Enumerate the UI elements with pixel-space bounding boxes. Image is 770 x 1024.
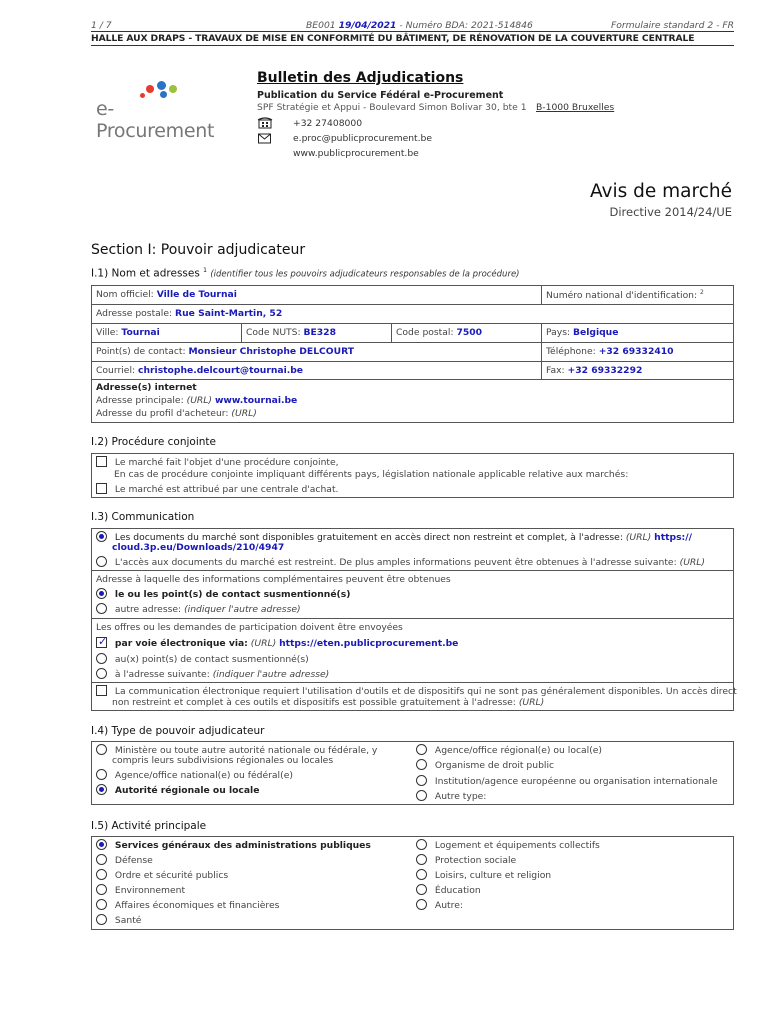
publication-date: 19/04/2021 [338, 20, 397, 31]
heading-i4: I.4) Type de pouvoir adjudicateur [91, 725, 265, 737]
postcode-value: 7500 [456, 327, 483, 338]
activity-general-option [96, 839, 371, 851]
activity-other-radio[interactable] [416, 899, 427, 910]
authority-ministry-label-2: compris leurs subdivisions régionales ou locales [112, 755, 334, 766]
postcode-cell [392, 324, 542, 343]
offers-contact-radio[interactable] [96, 653, 107, 664]
heading-i1-note: (identifier tous les pouvoirs adjudicateurs responsables de la procédure) [210, 269, 520, 280]
authority-ministry-label: Ministère ou toute autre autorité nationale ou fédérale, y [114, 745, 378, 756]
activity-leisure-radio[interactable] [416, 869, 427, 880]
authority-eu-label: Institution/agence européenne ou organisation internationale [434, 776, 718, 787]
authority-national-agency-option [96, 769, 293, 781]
names-addresses-table [91, 285, 734, 423]
offers-electronic-checkbox[interactable] [96, 637, 107, 648]
buyer-profile-url-tag: (URL) [231, 408, 257, 419]
contact-cell [92, 343, 542, 362]
tools-label-line1: La communication électronique requiert l'utilisation d'outils et de dispositifs qui ne sont pas généralement disponibles. Un accès direct [114, 686, 737, 697]
offers-address-note: (indiquer l'autre adresse) [212, 669, 330, 680]
activity-education-option [416, 884, 481, 896]
offers-electronic-option [96, 637, 458, 649]
authority-other-radio[interactable] [416, 790, 427, 801]
activity-environment-radio[interactable] [96, 884, 107, 895]
footnote-ref: 2 [700, 289, 704, 296]
divider [92, 570, 733, 571]
heading-i5: I.5) Activité principale [91, 820, 207, 832]
offers-label: Les offres ou les demandes de participation doivent être envoyées [96, 622, 403, 633]
activity-other-label: Autre: [434, 900, 463, 911]
authority-regional-option [96, 784, 259, 796]
joint-procedure-label: Le marché fait l'objet d'une procédure conjointe, [114, 457, 339, 468]
country-value: Belgique [573, 327, 619, 338]
doc-free-label: Les documents du marché sont disponibles gratuitement en accès direct non restreint et complet, à l'adresse: [114, 532, 623, 543]
city-cell [92, 324, 242, 343]
bulletin-email-row [257, 131, 432, 145]
authority-national-agency-label: Agence/office national(e) ou fédéral(e) [114, 770, 293, 781]
nuts-value: BE328 [303, 327, 336, 338]
activity-order-radio[interactable] [96, 869, 107, 880]
authority-ministry-radio[interactable] [96, 744, 107, 755]
authority-regional-agency-label: Agence/office régional(e) ou local(e) [434, 745, 603, 756]
central-purchasing-checkbox[interactable] [96, 483, 107, 494]
info-other-label: autre adresse: [114, 604, 182, 615]
authority-other-option [416, 790, 486, 802]
activity-leisure-option [416, 869, 551, 881]
e-procurement-logo [96, 80, 224, 142]
authority-national-agency-radio[interactable] [96, 769, 107, 780]
country-label: Pays: [546, 327, 571, 338]
section-title: Section I: Pouvoir adjudicateur [91, 242, 306, 258]
info-address-label: Adresse à laquelle des informations complémentaires peuvent être obtenues [96, 574, 451, 585]
main-address-row [96, 395, 297, 406]
postal-address-label: Adresse postale: [96, 308, 173, 319]
tools-label-line2: non restreint et complet à ces outils et dispositifs est possible gratuitement à l'adresse: [112, 697, 516, 708]
info-contact-label: le ou les point(s) de contact susmentionné(s) [114, 589, 351, 600]
authority-eu-option [416, 775, 718, 787]
form-type: Formulaire standard 2 - FR [610, 20, 734, 31]
offers-contact-option [96, 653, 309, 665]
activity-general-radio[interactable] [96, 839, 107, 850]
footnote-ref: 1 [203, 267, 207, 274]
buyer-profile-row [96, 408, 257, 419]
bulletin-web[interactable]: www.publicprocurement.be [293, 147, 419, 159]
activity-order-option [96, 869, 228, 881]
country-cell [542, 324, 733, 343]
url-tag: (URL) [625, 532, 652, 543]
buyer-profile-label: Adresse du profil d'acheteur: [96, 408, 229, 419]
official-name-value: Ville de Tournai [156, 289, 237, 300]
bulletin-phone-row [257, 116, 362, 130]
national-id-cell [542, 286, 733, 305]
joint-procedure-box [91, 453, 734, 498]
offers-address-option [96, 668, 329, 680]
authority-eu-radio[interactable] [416, 775, 427, 786]
city-label: Ville: [96, 327, 119, 338]
heading-i3: I.3) Communication [91, 511, 195, 523]
main-address-link[interactable]: www.tournai.be [214, 395, 298, 406]
fax-cell [542, 362, 733, 380]
header-rule-top [91, 31, 734, 32]
joint-procedure-option [96, 456, 339, 468]
notice-reference [306, 20, 533, 31]
header-rule-bottom [91, 45, 734, 46]
fax-label: Fax: [546, 365, 565, 376]
doc-restricted-option [96, 556, 705, 568]
offers-url-link[interactable]: https://eten.publicprocurement.be [279, 638, 459, 649]
activity-housing-radio[interactable] [416, 839, 427, 850]
url-tag: (URL) [186, 395, 213, 406]
postal-address-value: Rue Saint-Martin, 52 [175, 308, 283, 319]
logo-text: e-Procurement [96, 98, 215, 142]
phone-value: +32 69332410 [598, 346, 674, 357]
divider [92, 682, 733, 683]
bulletin-web-row [293, 146, 419, 160]
notice-subject: HALLE AUX DRAPS - TRAVAUX DE MISE EN CONFORMITÉ DU BÂTIMENT, DE RÉNOVATION DE LA COUVERTURE CENTRALE [91, 33, 695, 44]
activity-defense-option [96, 854, 153, 866]
url-tag: (URL) [679, 557, 706, 568]
main-address-label: Adresse principale: [96, 395, 184, 406]
postal-address-cell [92, 305, 733, 324]
heading-i1 [91, 267, 520, 280]
doc-free-radio[interactable] [96, 531, 107, 542]
activity-economic-radio[interactable] [96, 899, 107, 910]
url-tag: (URL) [250, 638, 277, 649]
activity-economic-label: Affaires économiques et financières [114, 900, 280, 911]
activity-other-option [416, 899, 463, 911]
doc-url-part1[interactable]: https:// [654, 532, 692, 543]
activity-social-label: Protection sociale [434, 855, 517, 866]
activity-education-label: Éducation [434, 885, 481, 896]
info-other-option [96, 603, 301, 615]
doc-url-line2 [112, 542, 284, 553]
info-other-note: (indiquer l'autre adresse) [184, 604, 301, 615]
email-label: Courriel: [96, 365, 136, 376]
activity-environment-option [96, 884, 185, 896]
bda-number: - Numéro BDA: 2021-514846 [399, 20, 533, 31]
authority-other-label: Autre type: [434, 791, 487, 802]
internet-label-row [96, 382, 197, 393]
tools-option [96, 685, 737, 697]
email-value[interactable]: christophe.delcourt@tournai.be [138, 365, 304, 376]
bulletin-city[interactable]: B-1000 Bruxelles [536, 102, 615, 113]
authority-regional-agency-radio[interactable] [416, 744, 427, 755]
official-name-cell [92, 286, 542, 305]
offers-address-radio[interactable] [96, 668, 107, 679]
nuts-cell [242, 324, 392, 343]
bulletin-subtitle: Publication du Service Fédéral e-Procurement [257, 90, 504, 101]
authority-regional-label: Autorité régionale ou locale [114, 785, 260, 796]
email-cell [92, 362, 542, 380]
page-number: 1 / 7 [91, 20, 112, 31]
authority-public-law-radio[interactable] [416, 759, 427, 770]
contact-value: Monsieur Christophe DELCOURT [188, 346, 354, 357]
activity-education-radio[interactable] [416, 884, 427, 895]
contact-label: Point(s) de contact: [96, 346, 186, 357]
bulletin-address: SPF Stratégie et Appui - Boulevard Simon Bolivar 30, bte 1 [257, 102, 527, 113]
offers-electronic-label: par voie électronique via: [114, 638, 248, 649]
activity-housing-option [416, 839, 600, 851]
heading-i1-text: I.1) Nom et adresses [91, 267, 200, 280]
doc-restricted-radio[interactable] [96, 556, 107, 567]
doc-url-part2[interactable]: cloud.3p.eu/Downloads/210/4947 [112, 542, 285, 553]
main-activity-box [91, 836, 734, 930]
activity-leisure-label: Loisirs, culture et religion [434, 870, 552, 881]
activity-general-label: Services généraux des administrations publiques [114, 840, 371, 851]
phone-icon [257, 117, 277, 129]
phone-label: Téléphone: [546, 346, 596, 357]
tools-checkbox[interactable] [96, 685, 107, 696]
joint-procedure-detail: En cas de procédure conjointe impliquant différents pays, législation nationale applicable relative aux marchés: [114, 469, 629, 480]
authority-public-law-option [416, 759, 554, 771]
nuts-label: Code NUTS: [246, 327, 301, 338]
offers-contact-label: au(x) point(s) de contact susmentionné(s) [114, 654, 309, 665]
notice-directive: Directive 2014/24/UE [609, 205, 732, 219]
central-purchasing-option [96, 483, 338, 495]
bulletin-phone: +32 27408000 [293, 117, 363, 129]
activity-environment-label: Environnement [114, 885, 186, 896]
internet-label: Adresse(s) internet [96, 382, 197, 393]
official-name-label: Nom officiel: [96, 289, 154, 300]
envelope-icon [257, 132, 277, 144]
authority-regional-radio[interactable] [96, 784, 107, 795]
doc-restricted-label: L'accès aux documents du marché est restreint. De plus amples informations peuvent être obtenues à l'adresse suivante: [114, 557, 677, 568]
postcode-label: Code postal: [396, 327, 454, 338]
authority-public-law-label: Organisme de droit public [434, 760, 555, 771]
activity-social-radio[interactable] [416, 854, 427, 865]
activity-defense-radio[interactable] [96, 854, 107, 865]
info-contact-option [96, 588, 350, 600]
activity-defense-label: Défense [114, 855, 153, 866]
central-purchasing-label: Le marché est attribué par une centrale d'achat. [114, 484, 339, 495]
tools-line2 [112, 697, 544, 708]
bulletin-title: Bulletin des Adjudications [257, 70, 464, 86]
activity-health-option [96, 914, 141, 926]
bulletin-email[interactable]: e.proc@publicprocurement.be [293, 132, 433, 144]
fax-value: +32 69332292 [567, 365, 643, 376]
activity-order-label: Ordre et sécurité publics [114, 870, 229, 881]
activity-health-radio[interactable] [96, 914, 107, 925]
info-other-radio[interactable] [96, 603, 107, 614]
activity-economic-option [96, 899, 279, 911]
doc-code: BE001 [306, 20, 336, 31]
offers-address-label: à l'adresse suivante: [114, 669, 210, 680]
national-id-label: Numéro national d'identification: [546, 290, 698, 302]
authority-regional-agency-option [416, 744, 602, 756]
authority-type-box [91, 741, 734, 805]
joint-procedure-checkbox[interactable] [96, 456, 107, 467]
divider [92, 618, 733, 619]
heading-i2: I.2) Procédure conjointe [91, 436, 216, 448]
info-contact-radio[interactable] [96, 588, 107, 599]
communication-box [91, 528, 737, 711]
activity-housing-label: Logement et équipements collectifs [434, 840, 600, 851]
url-tag: (URL) [518, 697, 545, 708]
city-value: Tournai [121, 327, 160, 338]
phone-cell [542, 343, 733, 362]
activity-health-label: Santé [114, 915, 142, 926]
notice-title: Avis de marché [589, 181, 732, 202]
activity-social-option [416, 854, 516, 866]
